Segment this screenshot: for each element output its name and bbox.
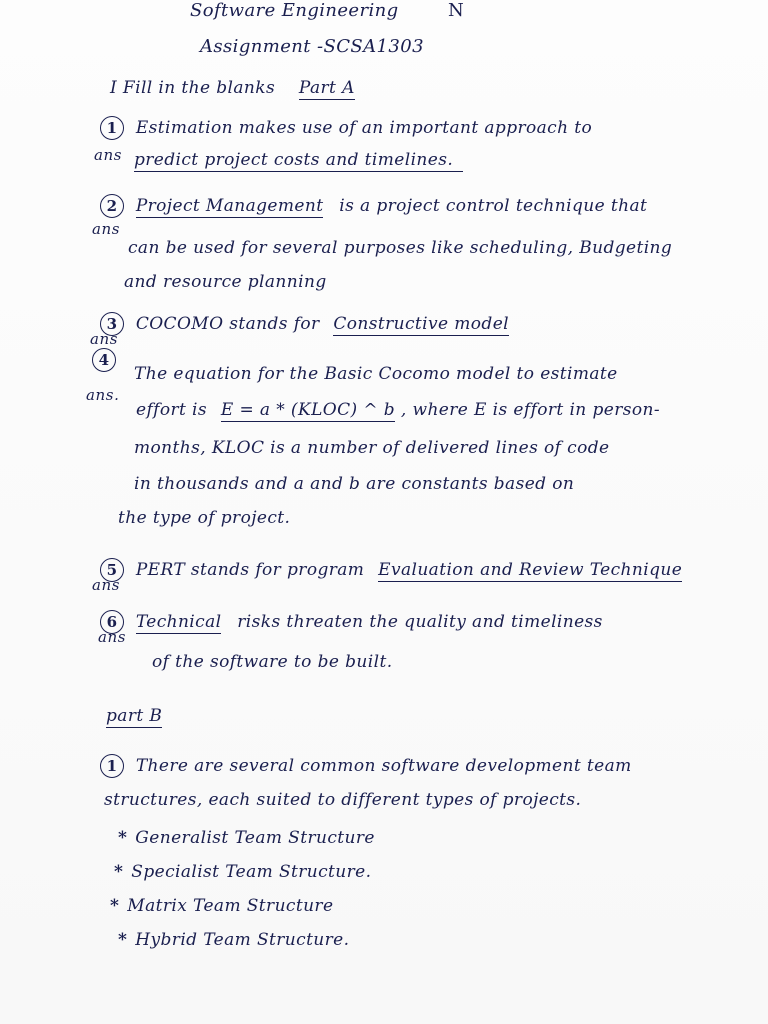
part-b-question-1-line-2: structures, each suited to different types of projects.	[104, 790, 582, 810]
question-text: PERT stands for program	[135, 560, 365, 580]
question-number: 3	[100, 312, 124, 336]
list-item-text: Hybrid Team Structure.	[135, 930, 350, 950]
ans-label: ans	[94, 146, 123, 164]
assignment-title: Assignment -SCSA1303	[200, 36, 424, 57]
bullet-icon: *	[118, 930, 128, 950]
list-item-text: Generalist Team Structure	[135, 828, 375, 848]
student-initial: N	[448, 0, 465, 21]
question-4-line-2	[136, 400, 660, 420]
ans-label: ans	[92, 220, 121, 238]
part-a-intro	[110, 78, 355, 98]
question-4-number	[92, 348, 122, 372]
part-b-label-text: part B	[106, 706, 163, 726]
question-number: 1	[100, 116, 124, 140]
list-item-text: Specialist Team Structure.	[131, 862, 372, 882]
list-item-text: Matrix Team Structure	[127, 896, 334, 916]
question-number: 1	[100, 754, 124, 778]
question-number: 6	[100, 610, 124, 634]
question-3	[100, 312, 509, 336]
answer-term: Project Management	[135, 196, 324, 216]
question-5	[100, 558, 682, 582]
bullet-icon: *	[110, 896, 120, 916]
page-title: Software Engineering	[190, 0, 399, 21]
question-6-line-2: of the software to be built.	[152, 652, 393, 672]
question-number: 5	[100, 558, 124, 582]
ans-label: ans.	[86, 386, 120, 404]
question-text: , where E is effort in person-	[400, 400, 660, 420]
question-4-line-4: in thousands and a and b are constants based on	[134, 474, 575, 494]
answer-text: predict project costs and timelines.	[134, 150, 463, 172]
answer-1	[134, 150, 463, 170]
part-b-label	[106, 706, 162, 726]
answer-term: Technical	[135, 612, 222, 632]
question-6	[100, 610, 603, 634]
question-2	[100, 194, 647, 218]
question-number: 2	[100, 194, 124, 218]
part-b-question-1	[100, 754, 632, 778]
answer-term: Evaluation and Review Technique	[378, 560, 683, 580]
bullet-icon: *	[118, 828, 128, 848]
list-item	[110, 896, 333, 916]
question-number: 4	[92, 348, 116, 372]
question-text: Estimation makes use of an important approach to	[135, 118, 593, 138]
question-2-line-2: can be used for several purposes like scheduling, Budgeting	[128, 238, 673, 258]
list-item	[118, 828, 375, 848]
question-text: is a project control technique that	[339, 196, 648, 216]
question-text: effort is	[136, 400, 208, 420]
list-item	[118, 930, 349, 950]
part-a-label: Part A	[298, 78, 355, 98]
formula: E = a * (KLOC) ^ b	[220, 400, 396, 420]
question-4-line-1: The equation for the Basic Cocomo model to estimate	[134, 364, 618, 384]
part-a-intro-text: I Fill in the blanks	[110, 78, 276, 98]
question-4-line-3: months, KLOC is a number of delivered lines of code	[134, 438, 610, 458]
bullet-icon: *	[114, 862, 124, 882]
answer-term: Constructive model	[333, 314, 509, 334]
question-2-line-3: and resource planning	[124, 272, 327, 292]
list-item	[114, 862, 371, 882]
ans-label: ans	[90, 330, 119, 348]
ans-label: ans	[98, 628, 127, 646]
question-text: COCOMO stands for	[135, 314, 320, 334]
question-text: There are several common software development team	[135, 756, 632, 776]
question-text: risks threaten the quality and timeliness	[237, 612, 603, 632]
question-4-line-5: the type of project.	[118, 508, 291, 528]
question-1	[100, 116, 592, 140]
ans-label: ans	[92, 576, 121, 594]
